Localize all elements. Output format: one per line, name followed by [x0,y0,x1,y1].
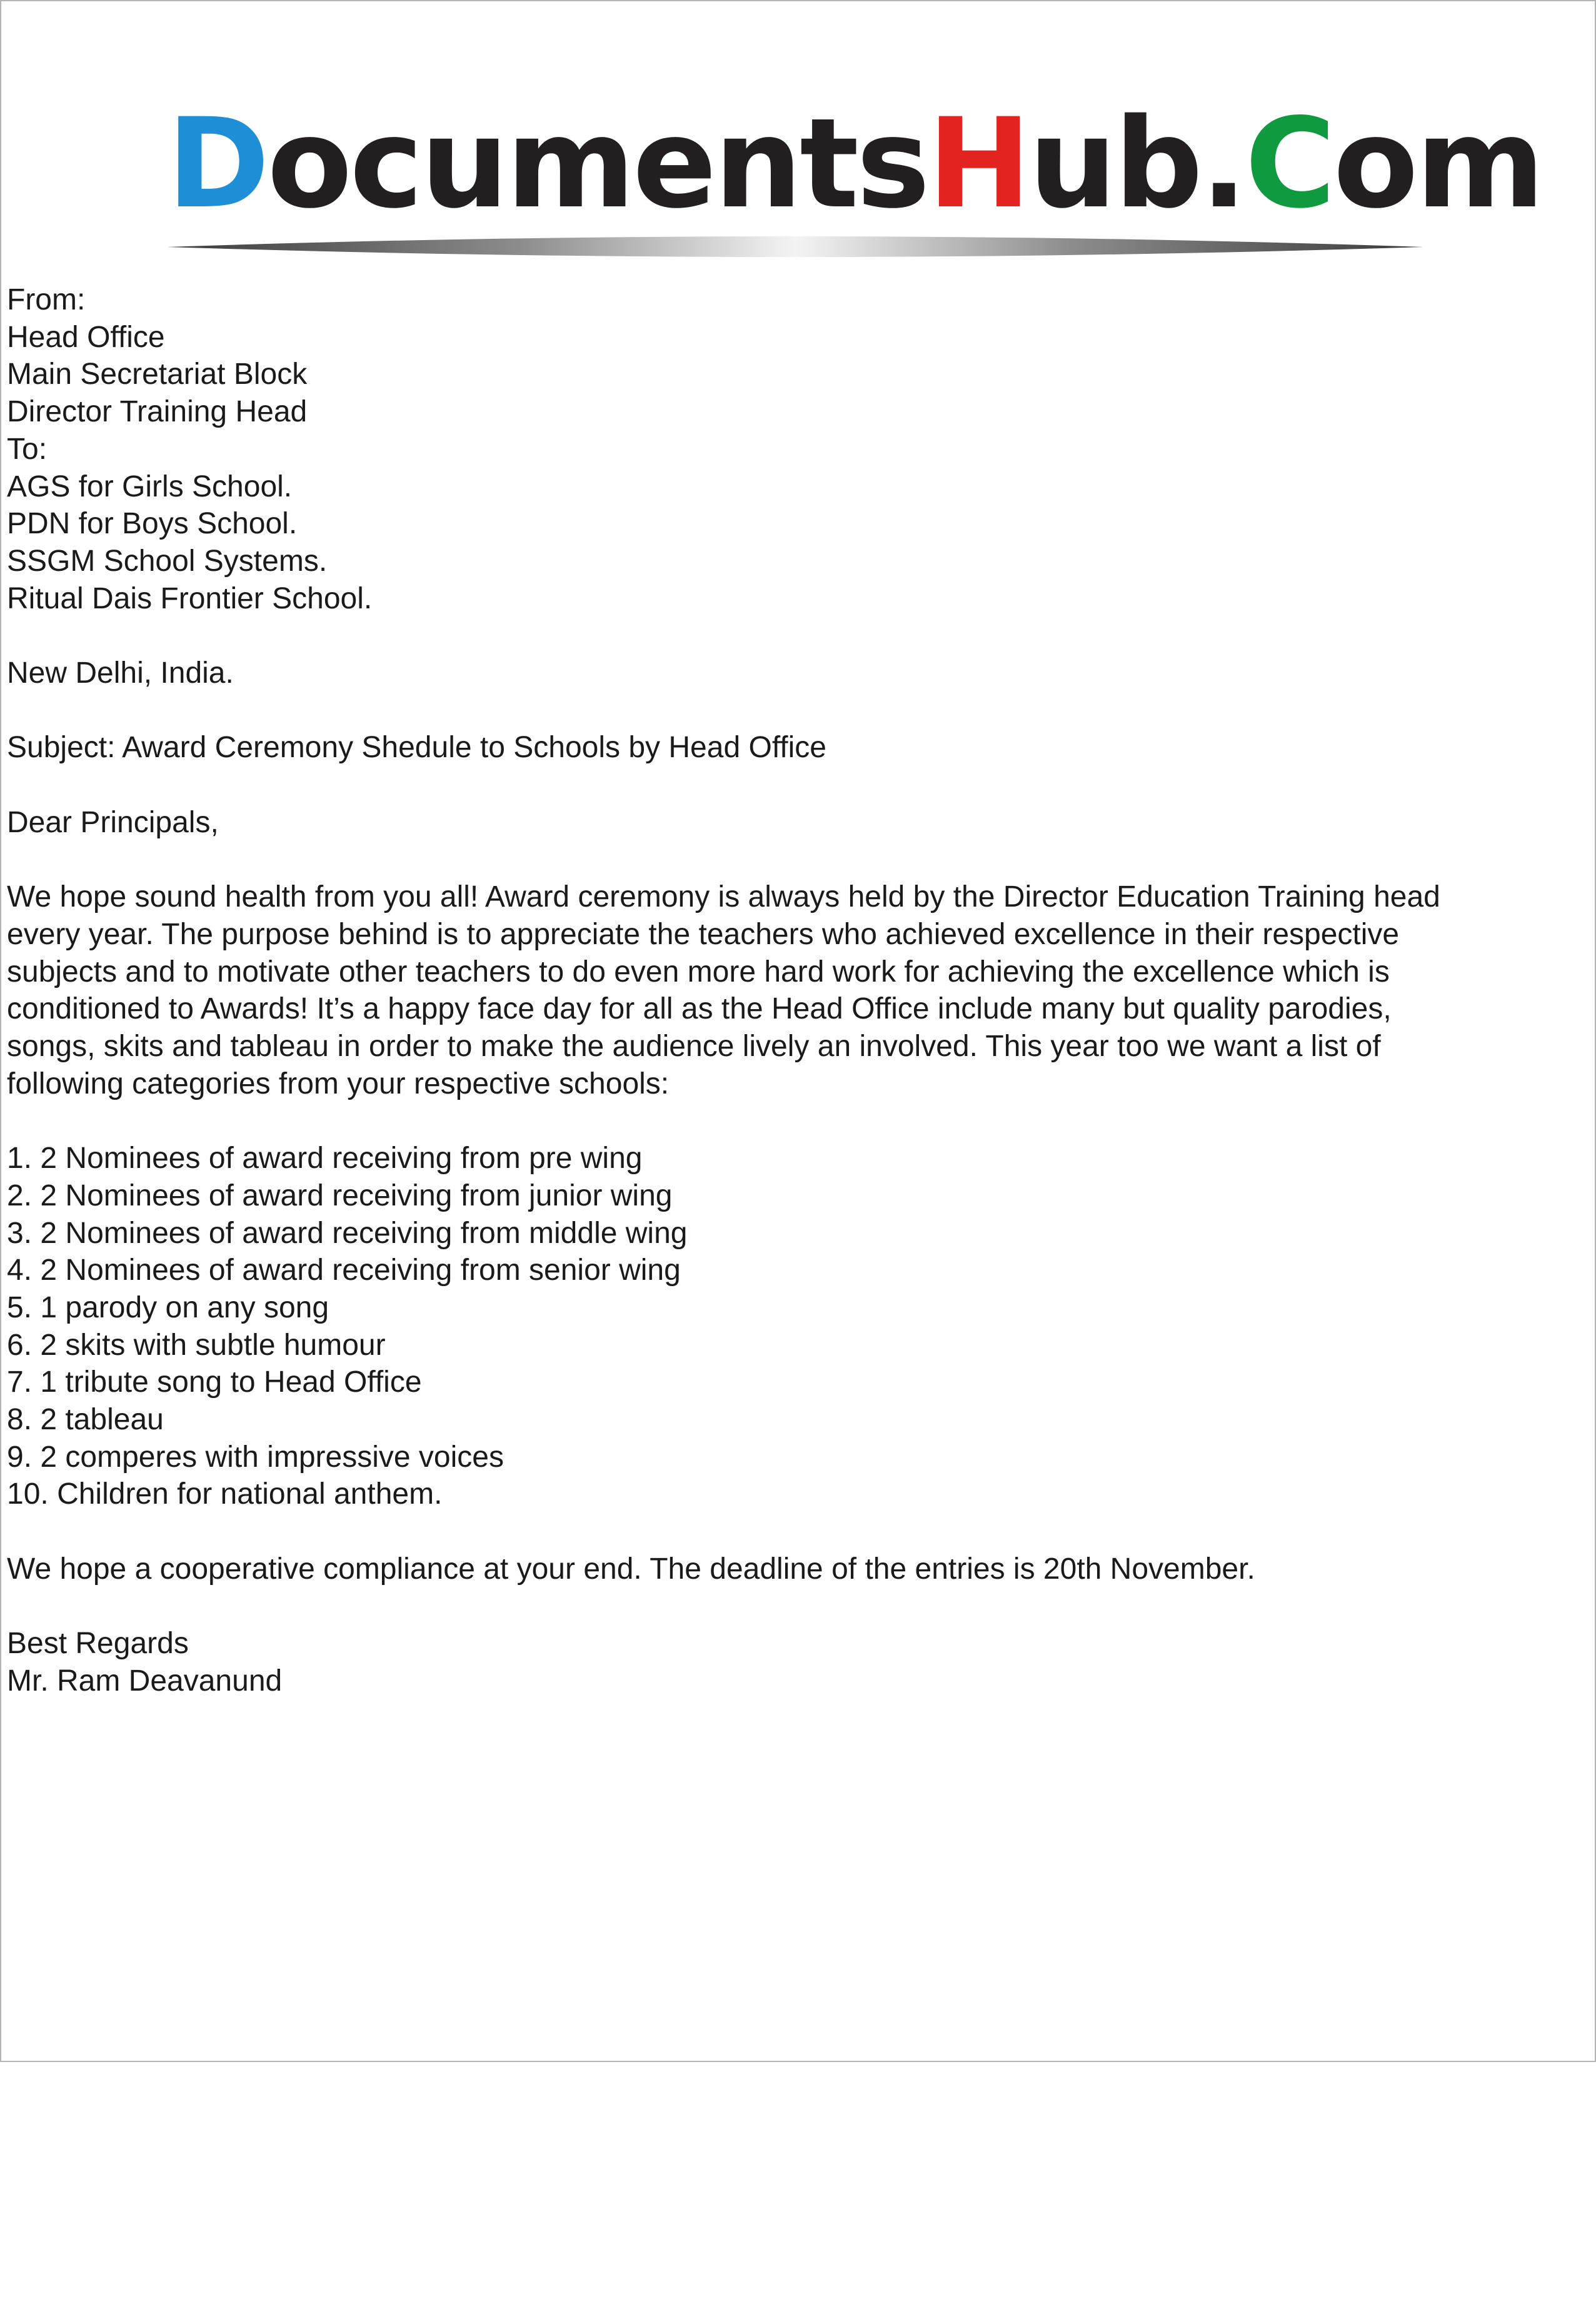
to-line: PDN for Boys School. [7,507,298,541]
closing-paragraph: We hope a cooperative compliance at your end. The deadline of the entries is 20th November. [7,1552,1255,1586]
logo-letter-d: D [167,91,268,236]
blank-line [7,842,1588,879]
body-line: following categories from your respective schools: [7,1067,670,1100]
body-line: songs, skits and tableau in order to make the audience lively an involved. This year too we want a list of [7,1030,1381,1063]
logo-wordmark [167,91,1543,236]
to-line: SSGM School Systems. [7,544,328,578]
list-item: 10. Children for national anthem. [7,1477,443,1511]
blank-line [7,1102,1588,1140]
blank-line [7,692,1588,730]
location: New Delhi, India. [7,656,234,690]
logo-letter-h: H [927,91,1029,236]
from-label: From: [7,283,86,316]
body-line: conditioned to Awards! It’s a happy face day for all as the Head Office include many but quality parodies, [7,992,1392,1026]
signature-name: Mr. Ram Deavanund [7,1664,283,1698]
list-item: 1. 2 Nominees of award receiving from pre wing [7,1142,643,1175]
from-line: Main Secretariat Block [7,358,308,391]
to-line: AGS for Girls School. [7,470,293,503]
list-item: 3. 2 Nominees of award receiving from middle wing [7,1216,688,1250]
logo-letter-c: C [1245,91,1333,236]
body-line: every year. The purpose behind is to appreciate the teachers who achieved excellence in their respective [7,917,1400,951]
list-item: 9. 2 comperes with impressive voices [7,1440,504,1474]
from-line: Director Training Head [7,395,308,429]
documentshub-logo [167,91,1543,283]
subject-line: Subject: Award Ceremony Shedule to Schools by Head Office [7,731,826,765]
logo-swoosh-icon [167,229,1423,279]
logo-text-ocuments: ocuments [267,91,928,236]
list-item: 7. 1 tribute song to Head Office [7,1366,422,1399]
from-line: Head Office [7,320,165,354]
blank-line [7,1513,1588,1551]
list-item: 5. 1 parody on any song [7,1290,329,1324]
list-item: 8. 2 tableau [7,1403,164,1437]
list-item: 4. 2 Nominees of award receiving from senior wing [7,1254,681,1287]
blank-line [7,617,1588,655]
blank-line [7,767,1588,804]
list-item: 6. 2 skits with subtle humour [7,1328,386,1362]
to-line: Ritual Dais Frontier School. [7,581,373,615]
body-line: subjects and to motivate other teachers to do even more hard work for achieving the excellence which is [7,955,1390,989]
logo-text-om: om [1333,91,1543,236]
list-item: 2. 2 Nominees of award receiving from junior wing [7,1179,673,1212]
body-line: We hope sound health from you all! Award ceremony is always held by the Director Education Training head [7,880,1440,914]
blank-line [7,1588,1588,1626]
letter-body [7,281,1588,1700]
to-label: To: [7,432,48,466]
sign-off: Best Regards [7,1627,189,1661]
salutation: Dear Principals, [7,805,219,839]
logo-text-ub: ub. [1028,91,1245,236]
